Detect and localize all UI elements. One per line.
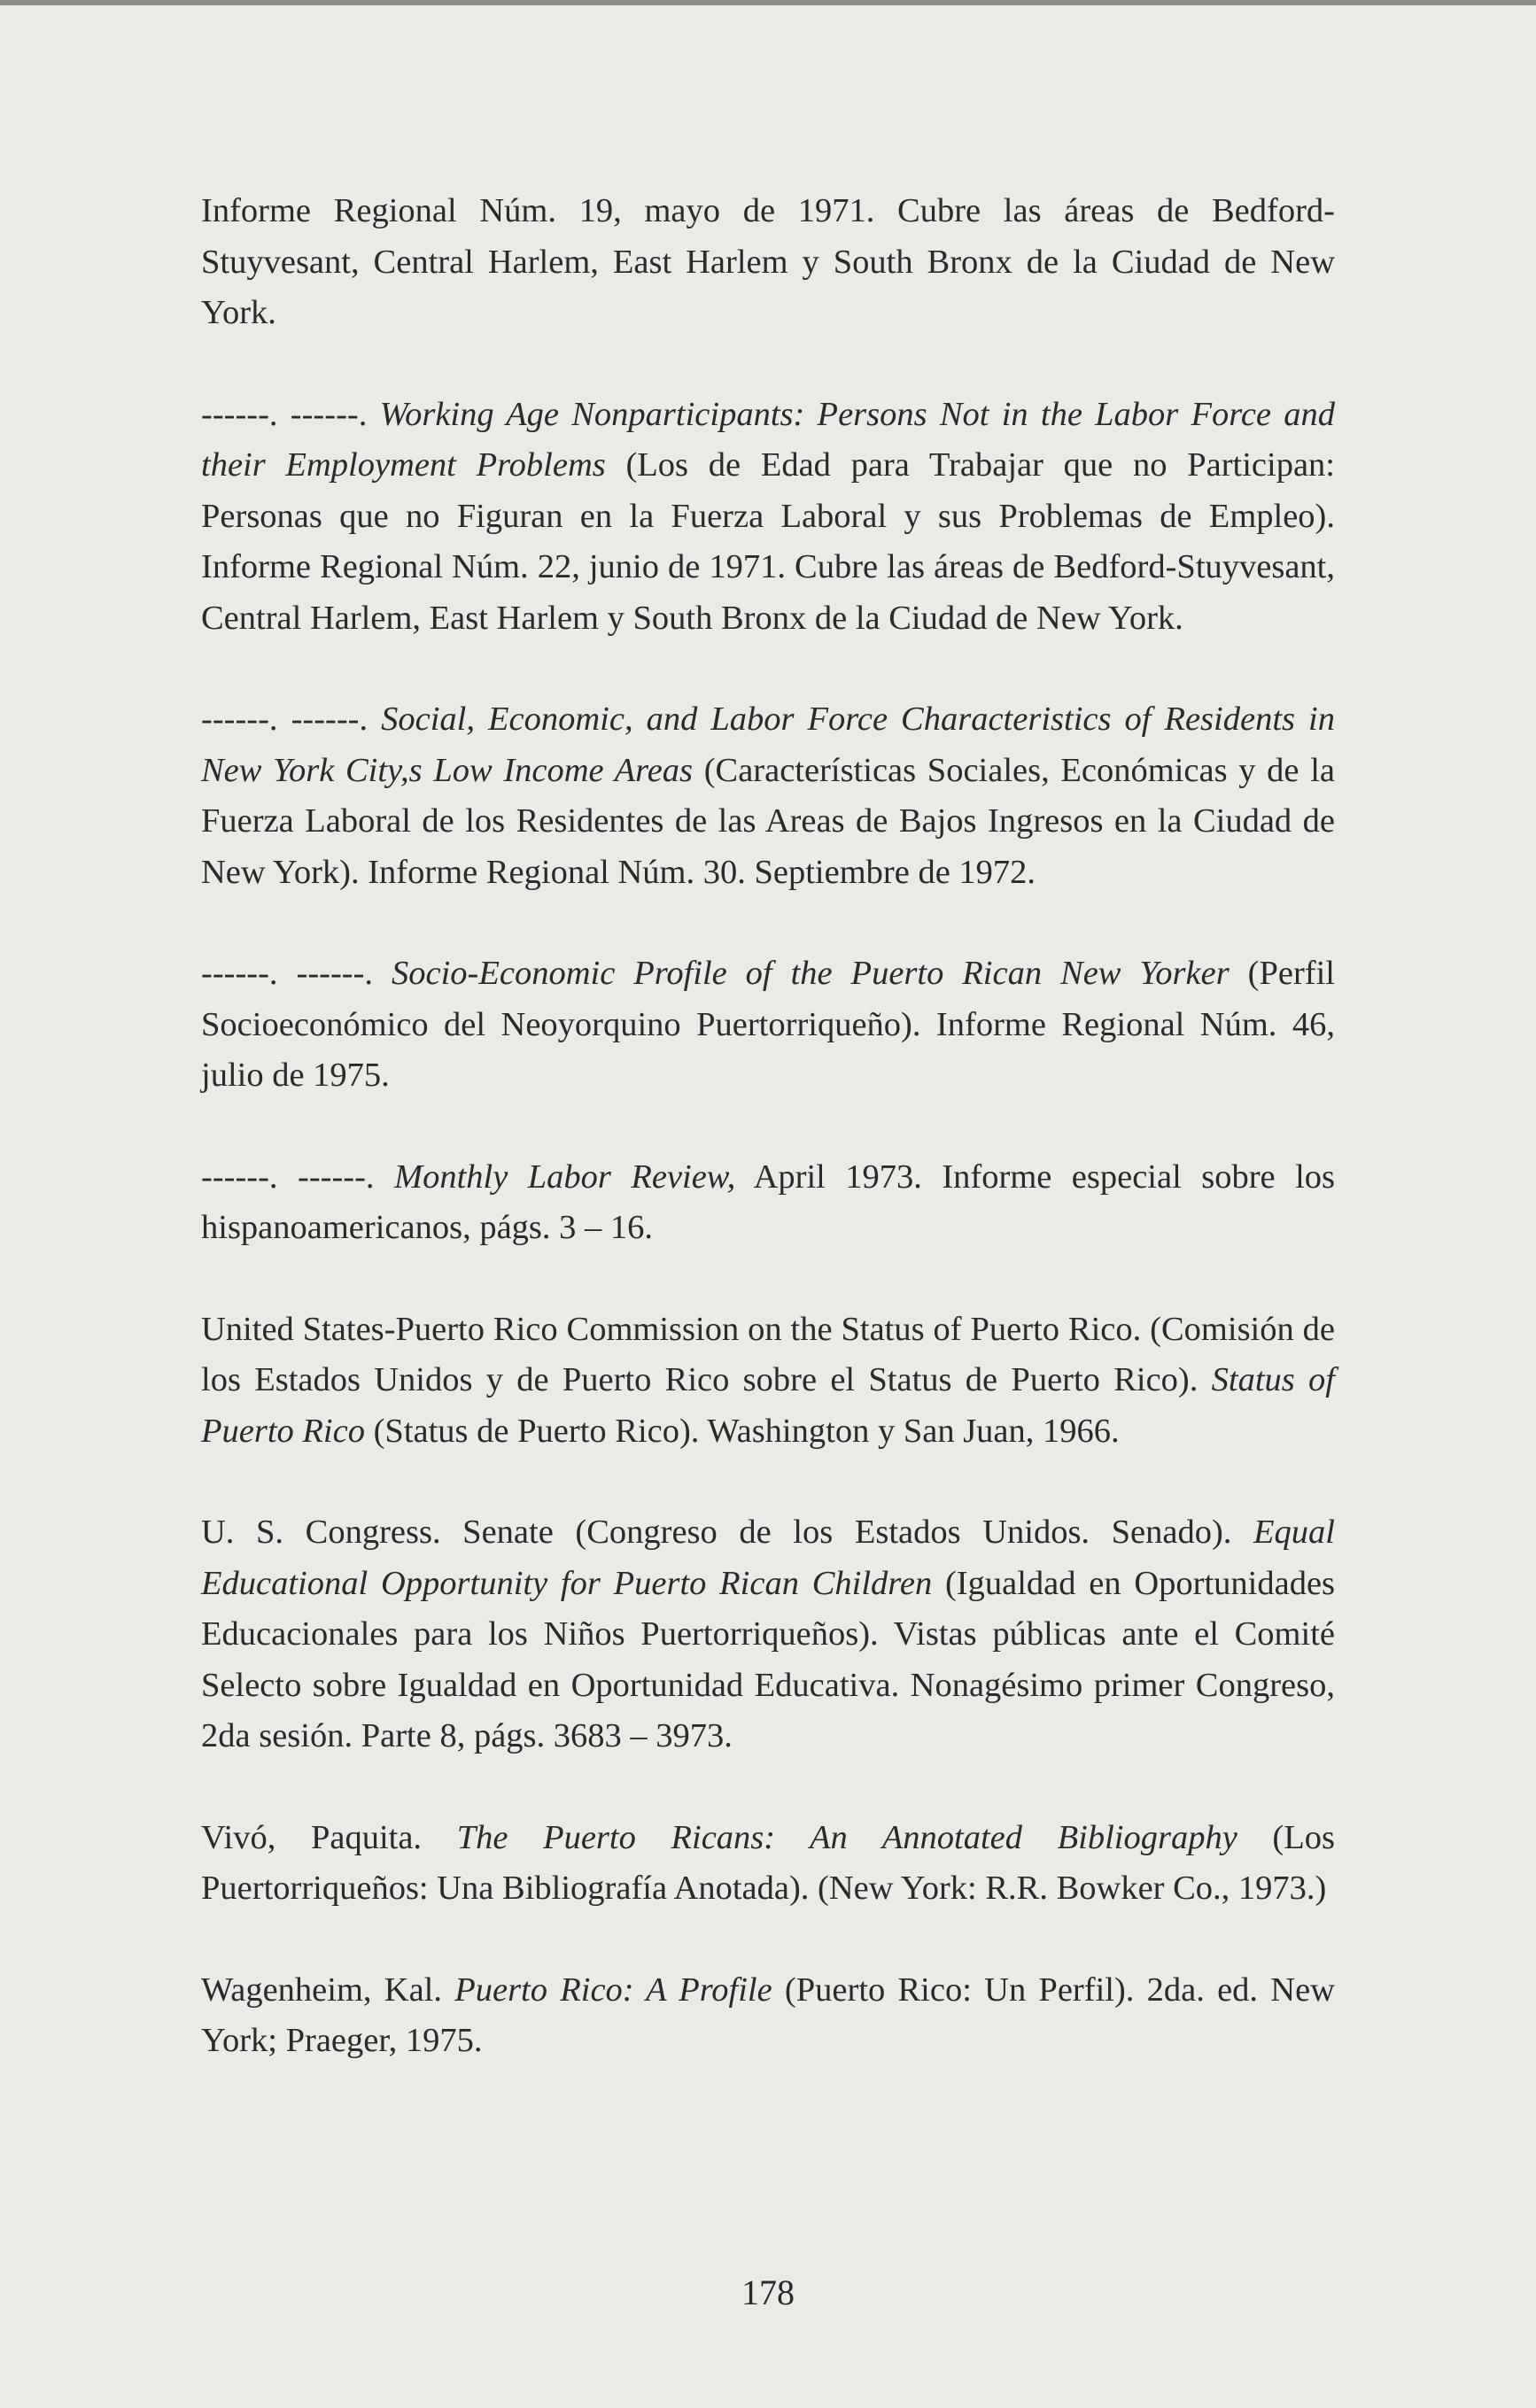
- bibliography-entry: [201, 1965, 1335, 2067]
- entry-title: Monthly Labor Review,: [394, 1158, 736, 1196]
- entry-text: ------. ------.: [201, 395, 380, 433]
- entry-title: Social, Economic, and Labor Force Characteristics of Residents in New York City,s Low Income Areas: [201, 701, 1335, 789]
- entry-text: (Los de Edad para Trabajar que no Participan: Personas que no Figuran en la Fuerza Laboral y sus Problemas de Empleo). Informe Regional Núm. 22, junio de 1971. Cubre las áreas de Bedford-Stuyvesant, Central Harlem, East Harlem y South Bronx de la Ciudad de New York.: [201, 446, 1335, 637]
- entry-text: (Características Sociales, Económicas y de la Fuerza Laboral de los Residentes de las Areas de Bajos Ingresos en la Ciudad de New York). Informe Regional Núm. 30. Septiembre de 1972.: [201, 751, 1335, 891]
- entry-text: Informe Regional Núm. 19, mayo de 1971. Cubre las áreas de Bedford-Stuyvesant, Central Harlem, East Harlem y South Bronx de la Ciudad de New York.: [201, 192, 1335, 331]
- entry-text: Wagenheim, Kal.: [201, 1971, 455, 2009]
- bibliography-entry: [201, 694, 1335, 898]
- entry-text: ------. ------.: [201, 955, 392, 992]
- entry-text: (Status de Puerto Rico). Washington y San Juan, 1966.: [364, 1412, 1120, 1450]
- entry-text: United States-Puerto Rico Commission on the Status of Puerto Rico. (Comisión de los Estados Unidos y de Puerto Rico sobre el Status de Puerto Rico).: [201, 1310, 1335, 1398]
- entry-text: Vivó, Paquita.: [201, 1818, 457, 1856]
- bibliography-entry: [201, 948, 1335, 1102]
- entry-text: U. S. Congress. Senate (Congreso de los Estados Unidos. Senado).: [201, 1514, 1254, 1551]
- bibliography-entry: [201, 390, 1335, 645]
- entry-title: Status of Puerto Rico: [201, 1361, 1335, 1450]
- entry-text: (Perfil Socioeconómico del Neoyorquino Puertorriqueño). Informe Regional Núm. 46, julio de 1975.: [201, 955, 1336, 1094]
- entry-text: ------. ------.: [201, 701, 382, 738]
- top-edge-rule: [0, 0, 1536, 5]
- bibliography-list: [201, 186, 1335, 2118]
- entry-title: The Puerto Ricans: An Annotated Bibliography: [456, 1818, 1237, 1856]
- entry-title: Puerto Rico: A Profile: [454, 1971, 772, 2009]
- entry-title: Working Age Nonparticipants: Persons Not in the Labor Force and their Employment Problems: [201, 395, 1335, 484]
- bibliography-entry: [201, 1813, 1335, 1915]
- entry-text: April 1973. Informe especial sobre los hispanoamericanos, págs. 3 – 16.: [201, 1158, 1335, 1246]
- bibliography-entry: [201, 186, 1335, 339]
- bibliography-entry: [201, 1152, 1335, 1254]
- entry-text: (Los Puertorriqueños: Una Bibliografía Anotada). (New York: R.R. Bowker Co., 1973.): [201, 1818, 1335, 1907]
- entry-text: (Igualdad en Oportunidades Educacionales para los Niños Puertorriqueños). Vistas públicas ante el Comité Selecto sobre Igualdad en Oportunidad Educativa. Nonagésimo primer Congreso, 2da sesión. Parte 8, págs. 3683 – 3973.: [201, 1564, 1336, 1754]
- bibliography-entry: [201, 1305, 1335, 1458]
- entry-title: Socio-Economic Profile of the Puerto Rican New Yorker: [392, 955, 1230, 992]
- entry-text: (Puerto Rico: Un Perfil). 2da. ed. New York; Praeger, 1975.: [201, 1971, 1335, 2059]
- entry-title: Equal Educational Opportunity for Puerto Rican Children: [201, 1514, 1335, 1602]
- entry-text: ------. ------.: [201, 1158, 394, 1196]
- bibliography-entry: [201, 1507, 1335, 1762]
- page-number: 178: [741, 2273, 795, 2312]
